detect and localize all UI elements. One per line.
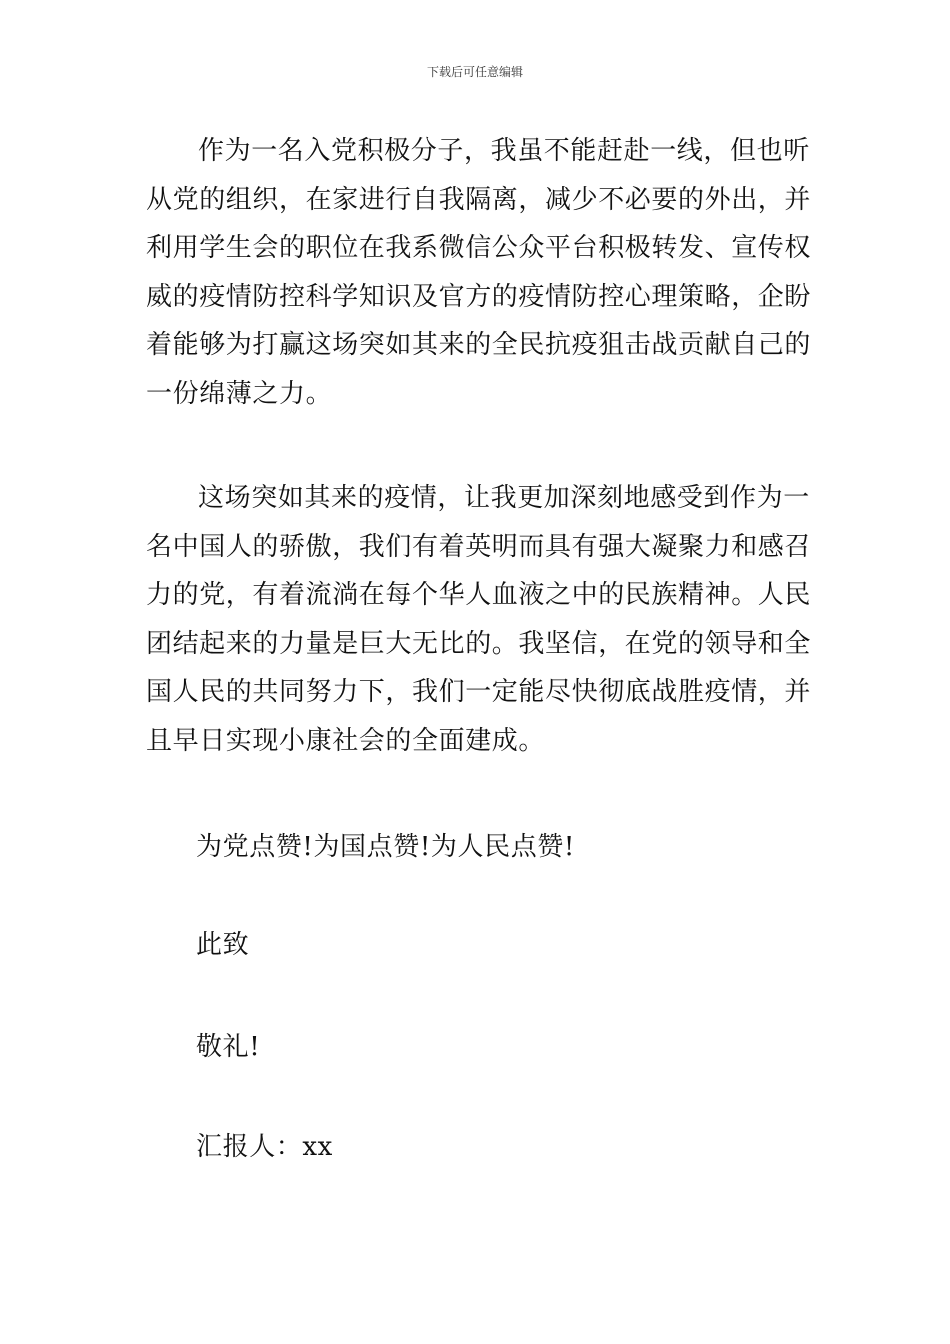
paragraph-line: 一份绵薄之力。 — [146, 378, 333, 409]
editable-note-header: 下载后可任意编辑 — [426, 65, 523, 79]
paragraph-line: 国人民的共同努力下，我们一定能尽快彻底战胜疫情，并 — [146, 677, 812, 708]
praise-line: 为党点赞!为国点赞!为人民点赞! — [196, 832, 575, 862]
paragraph-line: 名中国人的骄傲，我们有着英明而具有强大凝聚力和感召 — [146, 531, 812, 562]
paragraph-line: 作为一名入党积极分子，我虽不能赶赴一线，但也听 — [198, 136, 810, 166]
paragraph-line: 威的疫情防控科学知识及官方的疫情防控心理策略，企盼 — [146, 281, 812, 312]
body-paragraph-1 — [146, 127, 810, 419]
paragraph-line: 利用学生会的职位在我系微信公众平台积极转发、宣传权 — [146, 233, 812, 264]
closing-regards: 敬礼! — [196, 1032, 261, 1062]
paragraph-line: 且早日实现小康社会的全面建成。 — [146, 725, 546, 756]
paragraph-line: 团结起来的力量是巨大无比的。我坚信，在党的领导和全 — [146, 628, 812, 659]
paragraph-line: 从党的组织，在家进行自我隔离，减少不必要的外出，并 — [146, 184, 812, 215]
closing-salutation: 此致 — [196, 930, 250, 960]
paragraph-line: 着能够为打赢这场突如其来的全民抗疫狙击战贡献自己的 — [146, 330, 812, 361]
paragraph-line: 这场突如其来的疫情，让我更加深刻地感受到作为一 — [198, 483, 810, 513]
body-paragraph-2 — [146, 474, 810, 766]
paragraph-line: 力的党，有着流淌在每个华人血液之中的民族精神。人民 — [146, 580, 812, 611]
reporter-signature: 汇报人：xx — [196, 1132, 333, 1162]
